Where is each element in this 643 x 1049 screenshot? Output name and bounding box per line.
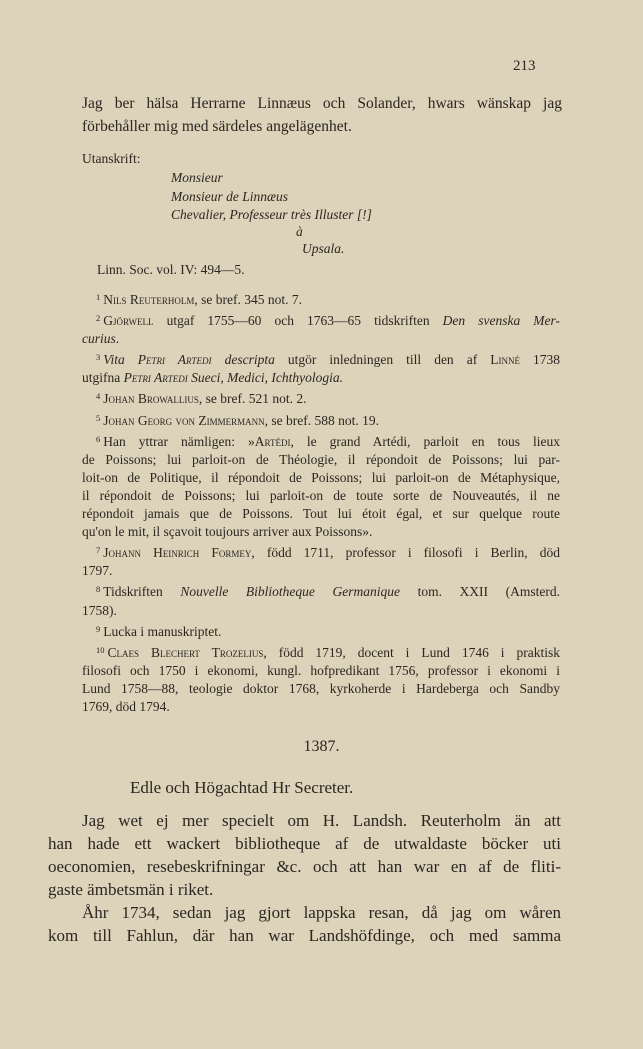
footnote: $^9$ Lucka i manuskriptet. [96,623,222,639]
text-line: Jag ber hälsa Herrarne Linnæus och Solander, hwars wänskap jag [82,95,562,112]
address-line: Monsieur de Linnæus [171,189,289,204]
footnote: $^3$ Vita Petri Artedi descripta utgör inledningen till den af Linné 1738 [96,352,561,368]
footnote: $^2$ Gjörwell utgaf 1755—60 och 1763—65 tidskriften Den svenska Mer- [96,313,560,329]
footnotes [82,288,560,716]
footnote: $^4$ Johan Browallius, se bref. 521 not. 2. [96,391,307,407]
footnote-continuation: Lund 1758—88, teologie doktor 1768, kyrkoherde i Hardeberga och Sandby [82,680,560,696]
text-line: kom till Fahlun, där han war Landshöfdinge, och med samma [48,926,561,945]
letter-body [48,809,561,947]
footnote: $^8$ Tidskriften Nouvelle Bibliotheque Germanique tom. XXII (Amsterd. [96,584,561,600]
address-line: Chevalier, Professeur très Illuster [!] [171,207,372,222]
footnote-continuation: loit-on de Politique, il répondoit de Poissons; lui parloit-on de Métaphysique, [82,469,560,485]
manuscript-label: Utanskrift: [82,151,141,166]
footnote: $^5$ Johan Georg von Zimmermann, se bref. 588 not. 19. [96,412,379,428]
source-reference: Linn. Soc. vol. IV: 494—5. [97,262,245,277]
footnote-continuation: filosofi och 1750 i ekonomi, kungl. hofpredikant 1756, professor i ekonomi i [82,662,560,678]
footnote-continuation: il répondoit de Poissons; lui parloit-on de toute sorte de Nouveautés, il ne [82,487,560,503]
address-line: à [296,224,303,239]
footnote-continuation: de Poissons; lui parloit-on de Théologie, il répondoit de Poissons; lui par- [82,451,560,467]
salutation: Edle och Högachtad Hr Secreter. [130,778,354,797]
text-line: förbehåller mig med särdeles angelägenhet. [82,118,352,135]
footnote-continuation: 1769, död 1794. [82,698,170,714]
footnote: $^{10}$ Claes Blechert Trozelius, född 1719, docent i Lund 1746 i praktisk [96,644,560,660]
footnote-continuation: curius. [82,331,120,347]
text-line: Jag wet ej mer specielt om H. Landsh. Reuterholm än att [82,811,561,830]
footnote-continuation: répondoit jamais que de Poissons. Tout lui étoit égal, et sur quelque route [82,506,560,522]
letter-closing-paragraph [82,92,562,138]
footnote: $^1$ Nils Reuterholm, se bref. 345 not. 7. [96,292,302,307]
footnote-continuation: utgifna Petri Artedi Sueci, Medici, Ichthyologia. [82,370,343,386]
address-line: Upsala. [302,241,345,256]
letter-number: 1387. [303,738,340,755]
address-line: Monsieur [171,170,223,185]
footnote-continuation: qu'on le mit, il sçavoit toujours arriver aux Poissons». [82,524,373,540]
footnote: $^7$ Johann Heinrich Formey, född 1711, professor i filosofi i Berlin, död [96,545,560,561]
text-line: oeconomien, resebeskrifningar &c. och att han war en af de fliti- [48,857,561,876]
text-line: han hade ett wackert bibliotheque af de utwaldaste böcker uti [48,834,561,853]
text-line: gaste ämbetsmän i riket. [48,880,214,899]
footnote-continuation: 1758). [82,602,117,618]
page-number: 213 [513,58,536,74]
footnote-continuation: 1797. [82,563,113,579]
footnote: $^6$ Han yttrar nämligen: »Artédi, le grand Artédi, parloit en tous lieux [96,433,560,449]
text-line: Åhr 1734, sedan jag gjort lappska resan, då jag om wåren [82,903,561,922]
